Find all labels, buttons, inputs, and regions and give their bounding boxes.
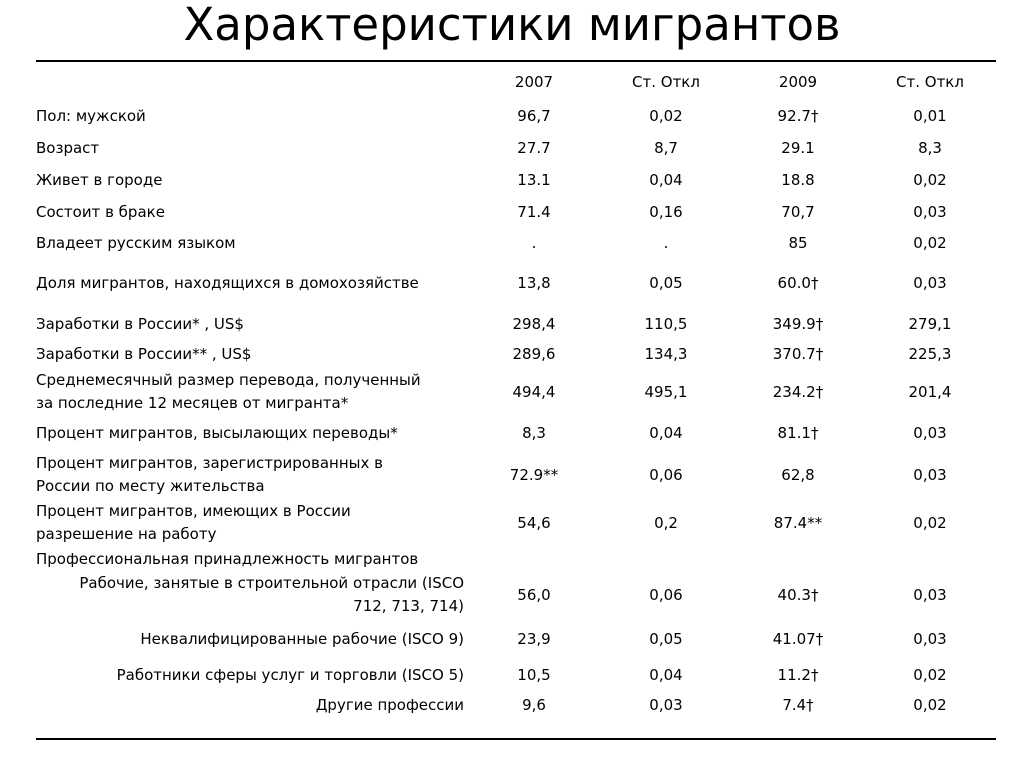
sd-2007: 0,06 <box>649 465 683 484</box>
sd-2009: 8,3 <box>918 138 942 157</box>
value-2009: 349.9† <box>772 314 824 333</box>
value-2007: 23,9 <box>517 629 551 648</box>
row-label: Заработки в России** , US$ <box>36 344 252 363</box>
row-label <box>36 368 468 416</box>
table-row <box>36 368 996 416</box>
sd-2007: 0,04 <box>649 665 683 684</box>
table-row <box>36 547 996 571</box>
value-2009: 62,8 <box>781 465 815 484</box>
value-2007: 13.1 <box>517 170 551 189</box>
table-row <box>36 196 996 228</box>
table-row <box>36 340 996 368</box>
table-row <box>36 499 996 547</box>
row-label <box>36 571 468 619</box>
table-row <box>36 691 996 719</box>
sd-2009: 0,03 <box>913 202 947 221</box>
header-label <box>36 64 468 100</box>
row-label: Неквалифицированные рабочие (ISCO 9) <box>140 629 464 648</box>
value-2007: 10,5 <box>517 665 551 684</box>
header-sd-2007: Ст. Откл <box>632 72 700 91</box>
value-2009: 7.4† <box>782 695 814 714</box>
migrant-stats-table <box>36 64 996 719</box>
sd-2009: 201,4 <box>908 382 952 401</box>
value-2009: 85 <box>788 233 808 252</box>
value-2007: 298,4 <box>512 314 556 333</box>
bottom-rule <box>36 738 996 740</box>
row-label: Владеет русским языком <box>36 233 236 252</box>
header-2009: 2009 <box>778 72 818 91</box>
row-label: Живет в городе <box>36 170 163 189</box>
sd-2009: 0,02 <box>913 665 947 684</box>
row-label: Заработки в России* , US$ <box>36 314 244 333</box>
sd-2009: 225,3 <box>908 344 952 363</box>
table-row <box>36 451 996 499</box>
table-row <box>36 416 996 451</box>
row-label: Процент мигрантов, высылающих переводы* <box>36 424 398 442</box>
table-row <box>36 164 996 196</box>
table-row <box>36 100 996 132</box>
value-2009: 11.2† <box>777 665 819 684</box>
top-rule <box>36 60 996 62</box>
sd-2009: 0,03 <box>913 273 947 292</box>
row-label: Доля мигрантов, находящихся в домохозяйстве <box>36 273 419 292</box>
sd-2009: 0,03 <box>913 629 947 648</box>
sd-2009: 0,02 <box>913 233 947 252</box>
row-label: Пол: мужской <box>36 106 146 125</box>
value-2009: 41.07† <box>772 629 824 648</box>
sd-2007: 0,04 <box>649 424 683 442</box>
sd-2009: 0,03 <box>913 424 947 442</box>
sd-2009: 0,02 <box>913 513 947 532</box>
sd-2007: 0,02 <box>649 106 683 125</box>
value-2007: 27.7 <box>517 138 551 157</box>
table-row <box>36 571 996 619</box>
table-row <box>36 132 996 164</box>
table-row <box>36 308 996 340</box>
value-2009: 70,7 <box>781 202 815 221</box>
sd-2009: 0,01 <box>913 106 947 125</box>
value-2007: 13,8 <box>517 273 551 292</box>
value-2007: . <box>531 233 537 252</box>
header-row <box>36 64 996 100</box>
value-2009: 234.2† <box>772 382 824 401</box>
sd-2007: 0,16 <box>649 202 683 221</box>
sd-2007: 0,05 <box>649 273 683 292</box>
header-sd-2009: Ст. Откл <box>896 72 964 91</box>
value-2009: 60.0† <box>777 273 819 292</box>
row-label-line-2: России по месту жительства <box>36 477 265 495</box>
value-2007: 289,6 <box>512 344 556 363</box>
value-2009: 18.8 <box>781 170 815 189</box>
sd-2007: 0,04 <box>649 170 683 189</box>
table-row <box>36 258 996 308</box>
row-label: Возраст <box>36 138 100 157</box>
sd-2007: 110,5 <box>644 314 688 333</box>
sd-2009: 0,02 <box>913 170 947 189</box>
value-2007: 56,0 <box>517 585 551 604</box>
sd-2009: 0,02 <box>913 695 947 714</box>
row-label-line-1: Процент мигрантов, имеющих в России <box>36 502 351 520</box>
value-2009: 370.7† <box>772 344 824 363</box>
sd-2009: 0,03 <box>913 585 947 604</box>
row-label-line-1: Процент мигрантов, зарегистрированных в <box>36 454 383 472</box>
row-label-line-2: разрешение на работу <box>36 525 217 543</box>
sd-2007: 0,03 <box>649 695 683 714</box>
row-label <box>36 451 468 499</box>
row-label <box>36 499 468 547</box>
sd-2007: 0,05 <box>649 629 683 648</box>
value-2009: 87.4** <box>773 513 823 532</box>
value-2007: 494,4 <box>512 382 556 401</box>
sd-2007: . <box>663 233 669 252</box>
row-label: Состоит в браке <box>36 202 165 221</box>
header-2007: 2007 <box>514 72 554 91</box>
page-title: Характеристики мигрантов <box>183 0 841 51</box>
sd-2009: 279,1 <box>908 314 952 333</box>
sd-2007: 0,06 <box>649 585 683 604</box>
value-2007: 9,6 <box>522 695 546 714</box>
value-2009: 92.7† <box>777 106 819 125</box>
row-label-line-2: за последние 12 месяцев от мигранта* <box>36 394 349 412</box>
value-2007: 96,7 <box>517 106 551 125</box>
table-row <box>36 659 996 691</box>
value-2009: 29.1 <box>781 138 815 157</box>
value-2007: 54,6 <box>517 513 551 532</box>
row-label-line-1: Рабочие, занятые в строительной отрасли (ISCO <box>79 574 464 592</box>
table-row <box>36 228 996 258</box>
sd-2007: 134,3 <box>644 344 688 363</box>
value-2007: 8,3 <box>522 424 546 442</box>
sd-2007: 8,7 <box>654 138 678 157</box>
sd-2007: 495,1 <box>644 382 688 401</box>
sd-2007: 0,2 <box>654 513 678 532</box>
value-2007: 72.9** <box>509 465 559 484</box>
row-label-line-1: Среднемесячный размер перевода, полученный <box>36 371 421 389</box>
value-2009: 81.1† <box>777 424 819 442</box>
row-label: Другие профессии <box>315 695 464 714</box>
row-label-line-2: 712, 713, 714) <box>353 597 464 615</box>
value-2009: 40.3† <box>777 585 819 604</box>
table-row <box>36 619 996 659</box>
section-label: Профессиональная принадлежность мигрантов <box>36 549 419 568</box>
value-2007: 71.4 <box>517 202 551 221</box>
row-label: Работники сферы услуг и торговли (ISCO 5) <box>116 665 464 684</box>
sd-2009: 0,03 <box>913 465 947 484</box>
